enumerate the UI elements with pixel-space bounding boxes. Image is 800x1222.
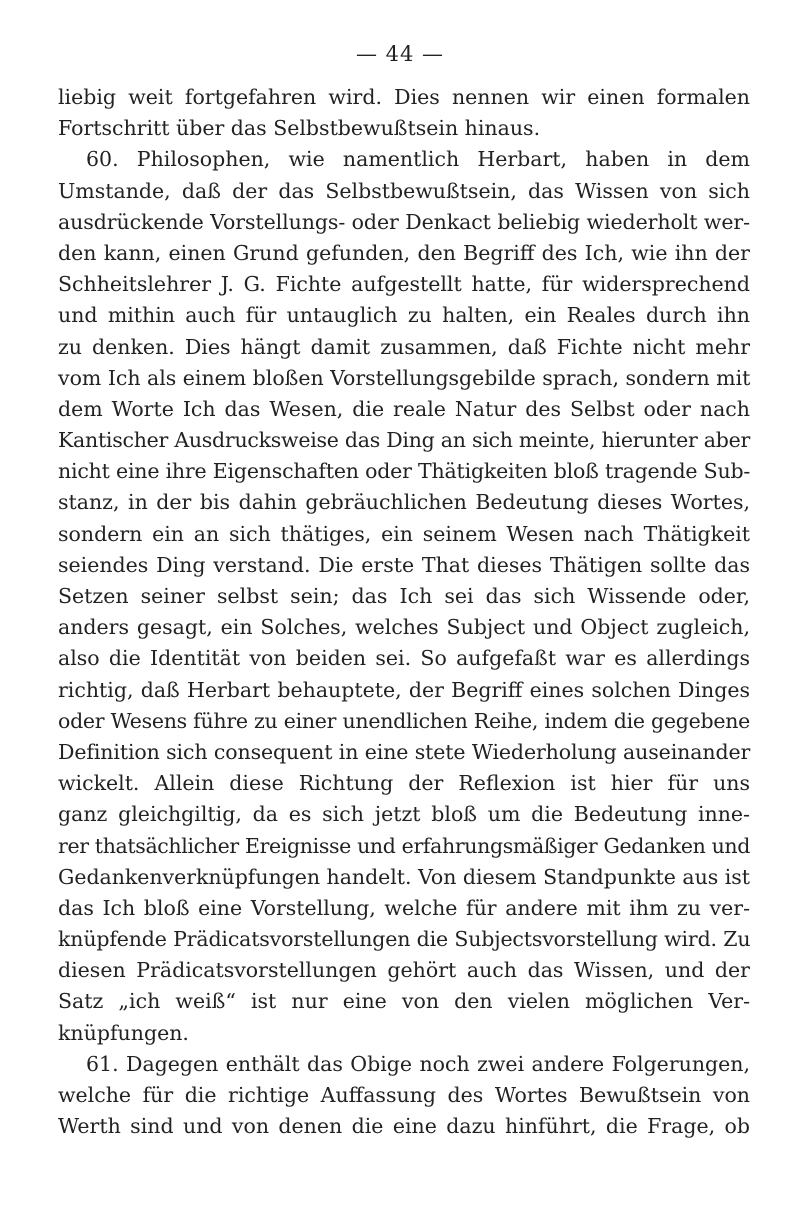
text-line: ausdrückende Vorstellungs- oder Denkact beliebig wiederholt wer- <box>58 209 750 234</box>
text-line: Fortschritt über das Selbstbewußtsein hinaus. <box>58 116 541 141</box>
text-line: ganz gleichgiltig, da es sich jetzt bloß um die Bedeutung inne- <box>58 802 750 827</box>
text-line: Werth sind und von denen die eine dazu hinführt, die Frage, ob <box>58 1114 750 1139</box>
text-line: liebig weit fortgefahren wird. Dies nennen wir einen formalen <box>58 85 750 109</box>
text-line: nicht eine ihre Eigenschaften oder Thätigkeiten bloß tragende Sub- <box>58 459 751 484</box>
text-line: Umstande, daß der das Selbstbewußtsein, das Wissen von sich <box>58 178 750 203</box>
text-line: Setzen seiner selbst sein; das Ich sei das sich Wissende oder, <box>58 584 750 608</box>
text-line: knüpfende Prädicatsvorstellungen die Subjectsvorstellung wird. Zu <box>58 927 751 952</box>
text-line: Satz „ich weiß“ ist nur eine von den vielen möglichen Ver- <box>58 989 750 1014</box>
text-line: und mithin auch für untauglich zu halten, ein Reales durch ihn <box>58 303 750 328</box>
text-line: anders gesagt, ein Solches, welches Subject und Object zugleich, <box>58 615 750 640</box>
text-line: wickelt. Allein diese Richtung der Reflexion ist hier für uns <box>58 771 750 796</box>
page-number: — 44 — <box>355 42 445 66</box>
text-line: knüpfungen. <box>58 1020 189 1045</box>
body-text <box>58 82 750 1142</box>
text-line: welche für die richtige Auffassung des Wortes Bewußtsein von <box>58 1083 750 1107</box>
text-line: Schheitslehrer J. G. Fichte aufgestellt hatte, für widersprechend <box>58 272 750 297</box>
text-line: stanz, in der bis dahin gebräuchlichen Bedeutung dieses Wortes, <box>58 490 750 515</box>
text-line: dem Worte Ich das Wesen, die reale Natur des Selbst oder nach <box>58 396 750 421</box>
text-line: den kann, einen Grund gefunden, den Begriff des Ich, wie ihn der <box>58 240 750 265</box>
text-line: Gedankenverknüpfungen handelt. Von diesem Standpunkte aus ist <box>58 864 750 889</box>
text-line: vom Ich als einem bloßen Vorstellungsgebilde sprach, sondern mit <box>58 365 751 390</box>
text-line: seiendes Ding verstand. Die erste That dieses Thätigen sollte das <box>58 552 750 577</box>
text-line: sondern ein an sich thätiges, ein seinem Wesen nach Thätigkeit <box>58 521 750 546</box>
text-line: 61. Dagegen enthält das Obige noch zwei andere Folgerungen, <box>86 1051 750 1076</box>
text-line: diesen Prädicatsvorstellungen gehört auch das Wissen, und der <box>58 958 750 983</box>
text-line: richtig, daß Herbart behauptete, der Begriff eines solchen Dinges <box>58 677 750 702</box>
text-line: 60. Philosophen, wie namentlich Herbart, haben in dem <box>86 147 750 172</box>
text-line: also die Identität von beiden sei. So aufgefaßt war es allerdings <box>58 646 750 671</box>
text-line: zu denken. Dies hängt damit zusammen, daß Fichte nicht mehr <box>58 334 750 359</box>
text-line: das Ich bloß eine Vorstellung, welche für andere mit ihm zu ver- <box>58 895 750 920</box>
text-line: oder Wesens führe zu einer unendlichen Reihe, indem die gegebene <box>58 708 751 733</box>
text-line: Definition sich consequent in eine stete Wiederholung auseinander <box>58 739 751 764</box>
text-line: Kantischer Ausdrucksweise das Ding an sich meinte, hierunter aber <box>58 428 750 453</box>
text-line: rer thatsächlicher Ereignisse und erfahrungsmäßiger Gedanken und <box>58 833 751 858</box>
